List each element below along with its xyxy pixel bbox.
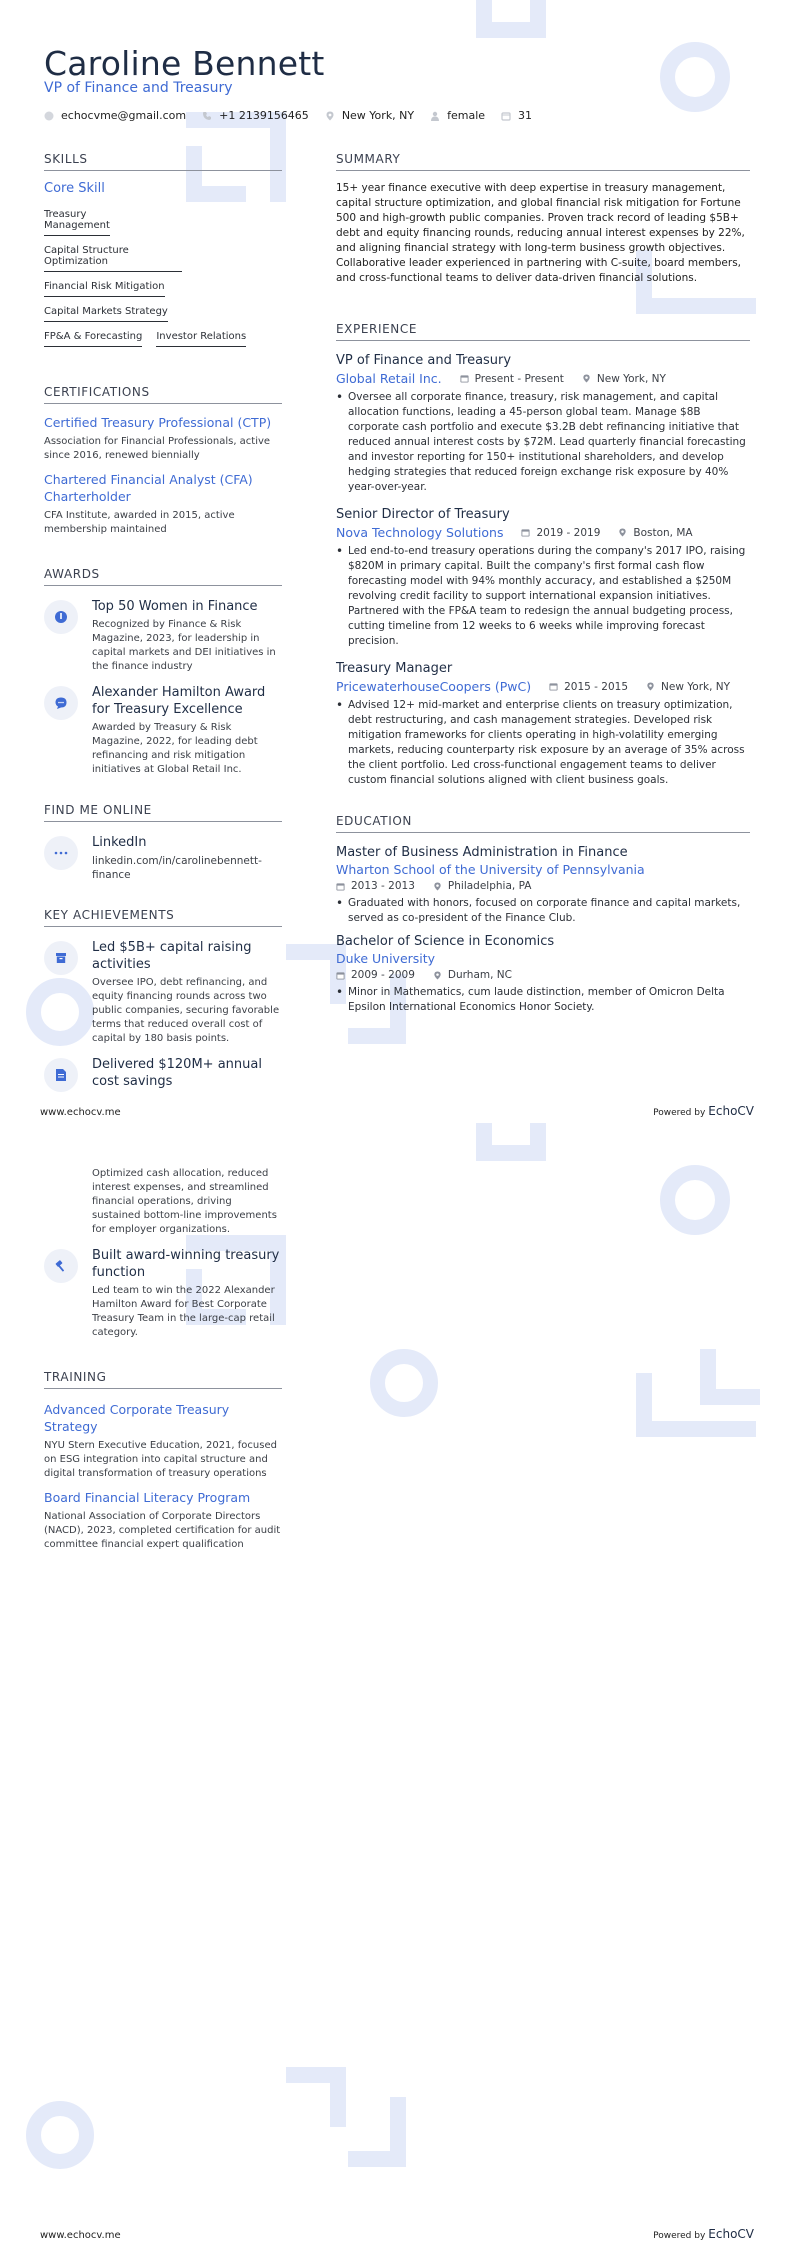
education-dates-text: 2013 - 2013 xyxy=(351,880,415,892)
certification-title: Chartered Financial Analyst (CFA) Charterholder xyxy=(44,472,253,504)
training-desc: National Association of Corporate Directors (NACD), 2023, completed certification for audit committee financial expert qualification xyxy=(44,1511,281,1550)
award-title: Alexander Hamilton Award for Treasury Excellence xyxy=(92,685,266,717)
experience-title: Treasury Manager xyxy=(336,661,453,676)
training-item xyxy=(44,1489,282,1552)
experience-dates xyxy=(549,681,628,693)
skills-list xyxy=(44,200,282,347)
decor-corner-top xyxy=(476,0,546,38)
skill-tag: Capital Structure Optimization xyxy=(44,240,182,272)
powered-by xyxy=(653,2227,754,2241)
more-dots-icon xyxy=(44,836,78,870)
left-column-continued xyxy=(44,1167,282,1552)
key-achievements-heading: KEY ACHIEVEMENTS xyxy=(44,908,282,927)
award-desc: Awarded by Treasury & Risk Magazine, 2022, for leading debt refinancing and risk mitigation initiatives at Global Retail Inc. xyxy=(92,722,258,775)
calendar-icon xyxy=(336,882,345,891)
powered-by-label: Powered by xyxy=(653,2231,706,2241)
experience-dates-text: 2019 - 2019 xyxy=(536,526,601,539)
skill-tag: FP&A & Forecasting xyxy=(44,326,142,347)
award-item xyxy=(44,684,282,777)
certification-item xyxy=(44,414,282,463)
experience-location xyxy=(646,681,730,693)
skill-tag: Treasury Management xyxy=(44,204,110,236)
online-title: LinkedIn xyxy=(92,835,147,850)
summary-heading: SUMMARY xyxy=(336,152,750,171)
decor-corner-bottom xyxy=(286,2067,346,2127)
calendar-icon xyxy=(501,111,511,121)
online-link[interactable]: linkedin.com/in/carolinebennett-finance xyxy=(92,855,262,881)
experience-item xyxy=(336,353,750,495)
bullet-dot-icon: • xyxy=(336,390,344,404)
experience-bullet-text: Advised 12+ mid-market and enterprise clients on treasury optimization, debt restructuring, and cash management strategies. Developed risk mitigation frameworks for clients operating in high-volatility emerging markets, reducing counterparty risk exposure by an average of 35% across the client portfolio. Led cross-functional engagement teams to deliver custom financial solutions aligned with client business goals. xyxy=(348,699,745,786)
contact-bar xyxy=(44,109,548,122)
phone-icon xyxy=(202,111,212,121)
experience-dates xyxy=(521,527,600,539)
page-footer xyxy=(40,1104,754,1118)
contact-age xyxy=(501,109,532,122)
training-title: Advanced Corporate Treasury Strategy xyxy=(44,1402,230,1434)
experience-bullet xyxy=(336,390,750,495)
experience-bullet xyxy=(336,698,750,788)
education-location xyxy=(433,969,512,981)
achievement-title: Delivered $120M+ annual cost savings xyxy=(92,1057,262,1089)
location-icon xyxy=(618,528,627,537)
experience-dates-text: 2015 - 2015 xyxy=(564,680,629,693)
location-icon xyxy=(325,111,335,121)
email-icon xyxy=(44,111,54,121)
education-item xyxy=(336,845,750,926)
achievement-item xyxy=(44,1247,282,1340)
award-item xyxy=(44,598,282,674)
footer-site-link[interactable]: www.echocv.me xyxy=(40,1107,121,1118)
achievement-desc: Oversee IPO, debt refinancing, and equity financing rounds across two public companies, securing favorable terms that reduced overall cost of capital by 180 basis points. xyxy=(92,977,280,1044)
education-degree: Master of Business Administration in Finance xyxy=(336,845,628,860)
training-item xyxy=(44,1401,282,1481)
education-degree: Bachelor of Science in Economics xyxy=(336,934,555,949)
training-desc: NYU Stern Executive Education, 2021, focused on ESG integration into capital structure and digital transformation of treasury operations xyxy=(44,1440,277,1479)
experience-location-text: New York, NY xyxy=(661,680,731,693)
experience-location-text: New York, NY xyxy=(596,372,666,385)
achievement-item-continued xyxy=(44,1167,282,1237)
archive-icon xyxy=(44,941,78,975)
bullet-dot-icon: • xyxy=(336,544,344,558)
decor-ring-left xyxy=(26,2101,94,2169)
contact-email[interactable] xyxy=(44,109,186,122)
experience-location xyxy=(618,527,692,539)
education-heading: EDUCATION xyxy=(336,814,750,833)
calendar-icon xyxy=(521,528,530,537)
candidate-title: VP of Finance and Treasury xyxy=(44,80,233,96)
experience-bullet-text: Led end-to-end treasury operations during the company's 2017 IPO, raising $820M in primary capital. Built the company's first formal cash flow forecasting model with 94% monthly accuracy, and established a $250M revolving credit facility to support international expansion initiatives. Partnered with the FP&A team to redesign the annual budgeting process, cutting timeline from 12 weeks to 6 weeks while improving forecast precision. xyxy=(348,545,746,647)
contact-gender-text: female xyxy=(447,109,486,122)
education-bullet-text: Minor in Mathematics, cum laude distinction, member of Omicron Delta Epsilon International Economics Honor Society. xyxy=(348,986,725,1013)
experience-dates xyxy=(460,373,564,385)
award-badge-icon xyxy=(44,600,78,634)
calendar-icon xyxy=(460,374,469,383)
certification-item xyxy=(44,471,282,537)
education-location xyxy=(433,880,532,892)
awards-heading: AWARDS xyxy=(44,567,282,586)
decor-corner-right2 xyxy=(700,1349,760,1405)
hammer-icon xyxy=(44,1249,78,1283)
achievement-title: Led $5B+ capital raising activities xyxy=(92,940,252,972)
certification-title: Certified Treasury Professional (CTP) xyxy=(44,415,272,430)
contact-phone[interactable] xyxy=(202,109,309,122)
experience-dates-text: Present - Present xyxy=(474,372,564,385)
decor-corner-bottom2 xyxy=(348,2097,406,2167)
contact-phone-text: +1 2139156465 xyxy=(219,109,309,122)
experience-company: Nova Technology Solutions xyxy=(336,525,504,540)
contact-age-text: 31 xyxy=(518,109,533,122)
experience-location xyxy=(582,373,666,385)
find-me-online-heading: FIND ME ONLINE xyxy=(44,803,282,822)
resume-page-2 xyxy=(0,1123,794,2246)
training-heading: TRAINING xyxy=(44,1370,282,1389)
achievement-item xyxy=(44,1056,282,1092)
bullet-dot-icon: • xyxy=(336,698,344,712)
contact-email-text: echocvme@gmail.com xyxy=(61,109,187,122)
contact-location-text: New York, NY xyxy=(341,109,415,122)
skill-tag: Investor Relations xyxy=(156,326,246,347)
person-icon xyxy=(430,111,440,121)
location-icon xyxy=(433,882,442,891)
education-dates xyxy=(336,969,415,981)
education-dates-text: 2009 - 2009 xyxy=(351,969,415,981)
experience-title: VP of Finance and Treasury xyxy=(336,353,512,368)
brand-name: EchoCV xyxy=(708,1104,754,1118)
decor-corner-top xyxy=(476,1123,546,1161)
experience-item xyxy=(336,507,750,649)
experience-item xyxy=(336,661,750,788)
certification-desc: CFA Institute, awarded in 2015, active membership maintained xyxy=(44,510,235,535)
online-item[interactable] xyxy=(44,834,282,882)
calendar-icon xyxy=(336,971,345,980)
summary-text: 15+ year finance executive with deep expertise in treasury management, capital structure optimization, and global financial risk mitigation for Fortune 500 and high-growth public companies. Proven track record of leading $5B+ debt and equity financing rounds, reducing annual interest expenses by 22%, and aligning financial strategy with long-term business growth objectives. Collaborative leader experienced in partnering with C-suite, board members, and cross-functional teams to deliver data-driven financial solutions. xyxy=(336,182,745,284)
education-bullet-text: Graduated with honors, focused on corporate finance and capital markets, served as co-president of the Finance Club. xyxy=(348,897,741,924)
certifications-heading: CERTIFICATIONS xyxy=(44,385,282,404)
left-column xyxy=(44,152,282,1092)
contact-gender xyxy=(430,109,485,122)
core-skill-title: Core Skill xyxy=(44,181,105,196)
award-desc: Recognized by Finance & Risk Magazine, 2023, for leadership in capital markets and DEI initiatives in the finance industry xyxy=(92,619,276,672)
experience-location-text: Boston, MA xyxy=(633,526,693,539)
calendar-icon xyxy=(549,682,558,691)
education-location-text: Durham, NC xyxy=(447,969,512,981)
location-icon xyxy=(433,971,442,980)
page-footer xyxy=(40,2227,754,2241)
achievement-desc: Led team to win the 2022 Alexander Hamilton Award for Best Corporate Treasury Team in the large-cap retail category. xyxy=(92,1285,275,1338)
footer-site-link[interactable]: www.echocv.me xyxy=(40,2230,121,2241)
award-title: Top 50 Women in Finance xyxy=(92,599,258,614)
chat-bubble-icon xyxy=(44,686,78,720)
experience-company: PricewaterhouseCoopers (PwC) xyxy=(336,679,532,694)
skill-tag: Capital Markets Strategy xyxy=(44,301,168,322)
education-bullet xyxy=(336,896,750,926)
experience-title: Senior Director of Treasury xyxy=(336,507,510,522)
experience-heading: EXPERIENCE xyxy=(336,322,750,341)
bullet-dot-icon: • xyxy=(336,985,344,999)
education-location-text: Philadelphia, PA xyxy=(447,880,532,892)
education-bullet xyxy=(336,985,750,1015)
location-icon xyxy=(582,374,591,383)
decor-ring-top-right xyxy=(660,1165,730,1235)
powered-by-label: Powered by xyxy=(653,1108,706,1118)
achievement-item xyxy=(44,939,282,1046)
contact-location xyxy=(325,109,414,122)
education-school: Wharton School of the University of Pennsylvania xyxy=(336,862,645,877)
certification-desc: Association for Financial Professionals, active since 2016, renewed biennially xyxy=(44,436,271,461)
education-dates xyxy=(336,880,415,892)
skill-tag: Financial Risk Mitigation xyxy=(44,276,165,297)
decor-ring-mid xyxy=(370,1349,438,1417)
decor-ring-top-right xyxy=(660,42,730,112)
powered-by xyxy=(653,1104,754,1118)
experience-company: Global Retail Inc. xyxy=(336,371,442,386)
document-icon xyxy=(44,1058,78,1092)
brand-name: EchoCV xyxy=(708,2227,754,2241)
location-icon xyxy=(646,682,655,691)
candidate-name: Caroline Bennett xyxy=(44,44,325,83)
experience-bullet-text: Oversee all corporate finance, treasury, risk management, and capital allocation functions, leading a 45-person global team. Manage $8B corporate cash portfolio and execute $3.2B debt refinancing initiative that reduced annual interest costs by $72M. Lead quarterly financial forecasting and investor reporting for 150+ institutional shareholders, and develop hedging strategies that reduced foreign exchange risk exposure by 40% year-over-year. xyxy=(348,391,746,493)
achievement-title: Built award-winning treasury function xyxy=(92,1248,280,1280)
experience-bullet xyxy=(336,544,750,649)
education-item xyxy=(336,934,750,1015)
skills-heading: SKILLS xyxy=(44,152,282,171)
education-school: Duke University xyxy=(336,951,436,966)
training-title: Board Financial Literacy Program xyxy=(44,1490,251,1505)
bullet-dot-icon: • xyxy=(336,896,344,910)
achievement-desc: Optimized cash allocation, reduced interest expenses, and streamlined financial operations, driving sustained bottom-line improvements for employer organizations. xyxy=(92,1168,277,1235)
right-column xyxy=(336,152,750,1015)
